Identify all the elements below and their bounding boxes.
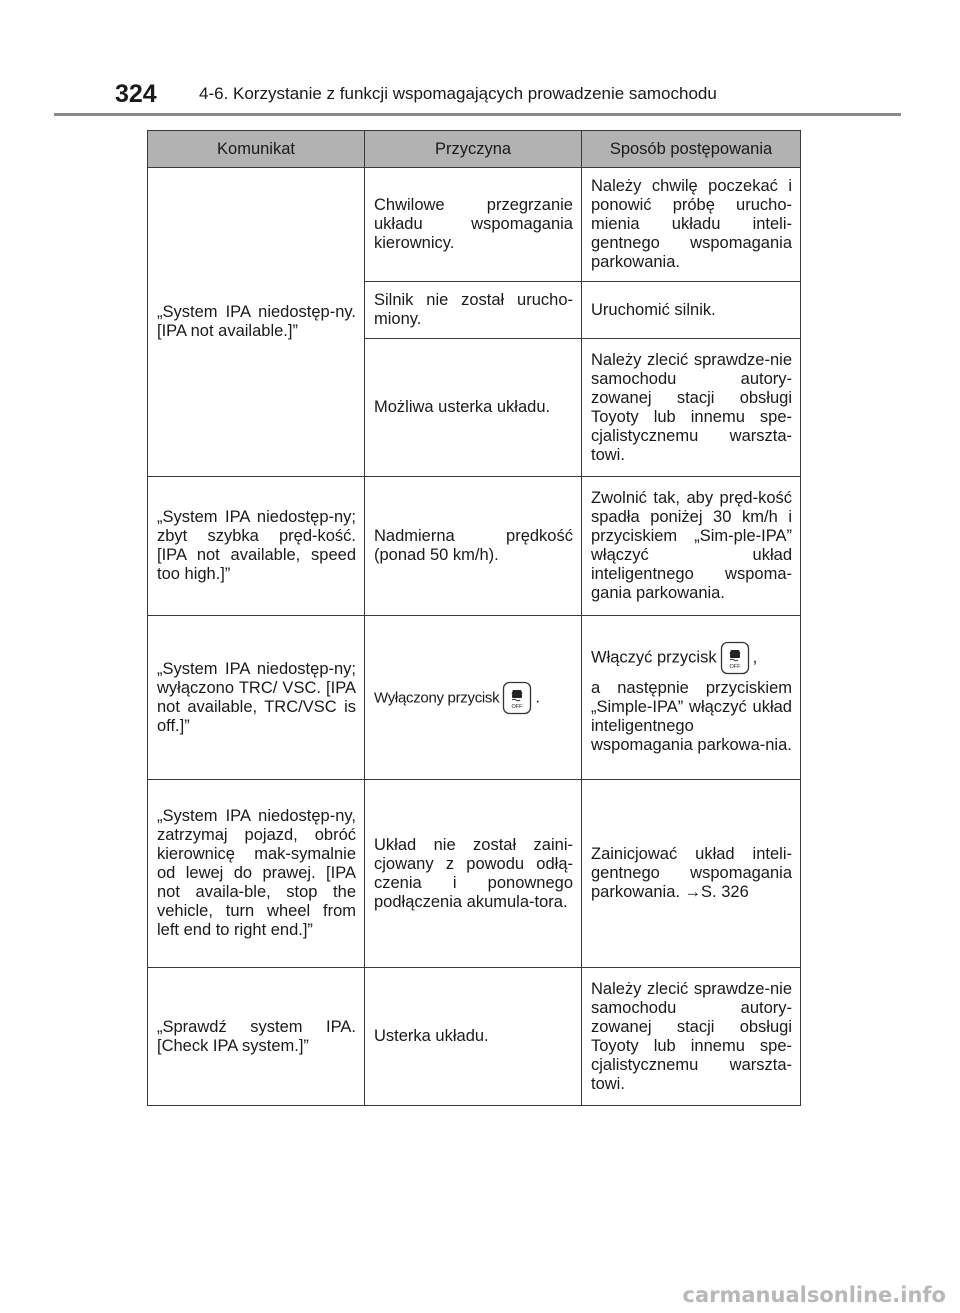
section-title: 4-6. Korzystanie z funkcji wspomagających prowadzenie samochodu xyxy=(199,84,717,103)
table-row xyxy=(148,968,801,1106)
cause-prefix: Wyłączony przycisk xyxy=(374,688,500,706)
svg-text:OFF: OFF xyxy=(729,663,741,670)
action-cell: Zainicjować układ inteli-gentnego wspomagania parkowania. →S. 326 xyxy=(582,780,801,968)
message-cell: „Sprawdź system IPA. [Check IPA system.]” xyxy=(148,968,365,1106)
action-cell: Należy chwilę poczekać i ponowić próbę urucho-mienia układu inteli-gentnego wspomagania parkowania. xyxy=(582,168,801,282)
page-number: 324 xyxy=(115,80,157,108)
table-header-row xyxy=(148,131,801,168)
cause-cell: Możliwa usterka układu. xyxy=(365,339,582,477)
message-cell: „System IPA niedostęp-ny, zatrzymaj pojazd, obróć kierownicę mak-symalnie od lewej do prawej. [IPA not availa-ble, stop the vehicle, turn wheel from left end to right end.]” xyxy=(148,780,365,968)
column-header-action: Sposób postępowania xyxy=(582,131,801,168)
action-cell xyxy=(582,616,801,780)
vsc-off-button-icon xyxy=(502,681,532,715)
action-cell: Uruchomić silnik. xyxy=(582,282,801,339)
watermark: carmanualsonline.info xyxy=(682,1283,946,1307)
action-cell: Należy zlecić sprawdze-nie samochodu autory-zowanej stacji obsługi Toyoty lub innemu spe-cjalistycznemu warszta-towi. xyxy=(582,339,801,477)
message-cell: „System IPA niedostęp-ny; zbyt szybka pręd-kość. [IPA not available, speed too high.]” xyxy=(148,477,365,616)
action-rest: a następnie przyciskiem „Simple-IPA” włączyć układ inteligentnego wspomagania parkowa-nia. xyxy=(591,678,792,754)
action-prefix: Włączyć przycisk xyxy=(591,647,717,666)
column-header-cause: Przyczyna xyxy=(365,131,582,168)
action-cell: Zwolnić tak, aby pręd-kość spadła poniżej 30 km/h i przyciskiem „Sim-ple-IPA” włączyć układ inteligentnego wspoma-gania parkowania. xyxy=(582,477,801,616)
table-row xyxy=(148,168,801,282)
cause-suffix: . xyxy=(535,687,540,706)
action-suffix: , xyxy=(752,647,758,666)
header-divider xyxy=(54,113,901,116)
action-cell: Należy zlecić sprawdze-nie samochodu autory-zowanej stacji obsługi Toyoty lub innemu spe-cjalistycznemu warszta-towi. xyxy=(582,968,801,1106)
message-table xyxy=(147,130,801,1106)
table-row xyxy=(148,780,801,968)
page-header xyxy=(115,80,895,110)
message-cell: „System IPA niedostęp-ny. [IPA not available.]” xyxy=(148,168,365,477)
message-cell: „System IPA niedostęp-ny; wyłączono TRC/ VSC. [IPA not available, TRC/VSC is off.]” xyxy=(148,616,365,780)
cause-cell: Układ nie został zaini-cjowany z powodu odłą-czenia i ponownego podłączenia akumula-tora. xyxy=(365,780,582,968)
table-row xyxy=(148,616,801,780)
cause-cell: Usterka układu. xyxy=(365,968,582,1106)
cause-cell: Nadmierna prędkość (ponad 50 km/h). xyxy=(365,477,582,616)
vsc-off-button-icon xyxy=(720,641,750,675)
table-row xyxy=(148,477,801,616)
cause-cell: Chwilowe przegrzanie układu wspomagania kierownicy. xyxy=(365,168,582,282)
cause-cell: Silnik nie został urucho-miony. xyxy=(365,282,582,339)
svg-text:OFF: OFF xyxy=(511,703,523,710)
column-header-message: Komunikat xyxy=(148,131,365,168)
cause-cell xyxy=(365,616,582,780)
